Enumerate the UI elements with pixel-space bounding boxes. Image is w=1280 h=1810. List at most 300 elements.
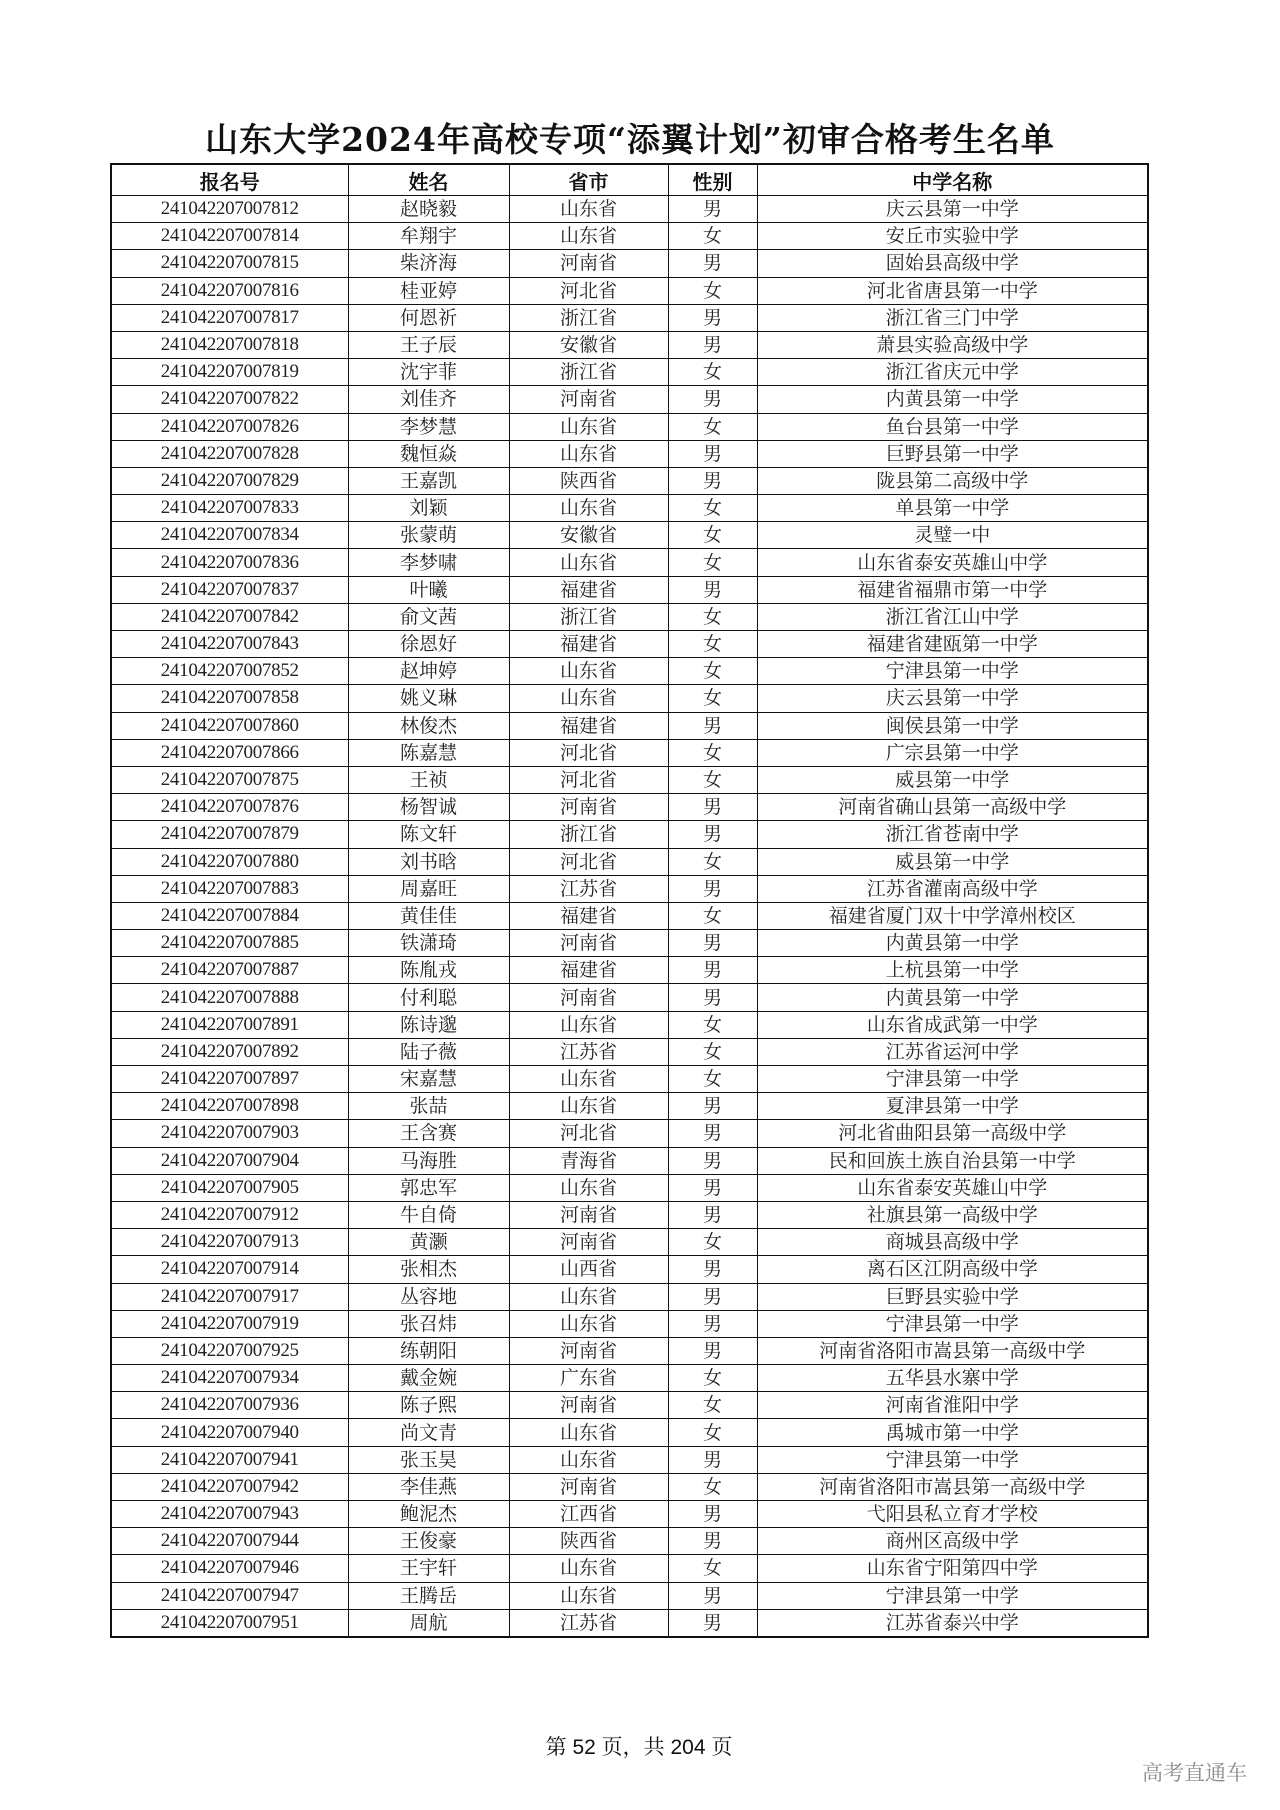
registration-id-cell: 241042207007942 bbox=[111, 1473, 348, 1500]
school-cell: 江苏省灌南高级中学 bbox=[757, 875, 1148, 902]
school-cell: 浙江省江山中学 bbox=[757, 603, 1148, 630]
school-cell: 内黄县第一中学 bbox=[757, 984, 1148, 1011]
registration-id-cell: 241042207007913 bbox=[111, 1229, 348, 1256]
name-cell: 魏恒焱 bbox=[348, 440, 509, 467]
province-cell: 河南省 bbox=[509, 794, 668, 821]
table-row bbox=[111, 1093, 1148, 1120]
registration-id-cell: 241042207007814 bbox=[111, 223, 348, 250]
province-cell: 河南省 bbox=[509, 1337, 668, 1364]
name-cell: 戴金婉 bbox=[348, 1365, 509, 1392]
table-row bbox=[111, 1147, 1148, 1174]
table-header-row bbox=[111, 164, 1148, 196]
name-cell: 尚文青 bbox=[348, 1419, 509, 1446]
name-cell: 付利聪 bbox=[348, 984, 509, 1011]
school-cell: 宁津县第一中学 bbox=[757, 1066, 1148, 1093]
school-cell: 浙江省苍南中学 bbox=[757, 821, 1148, 848]
gender-cell: 女 bbox=[668, 766, 757, 793]
school-cell: 宁津县第一中学 bbox=[757, 658, 1148, 685]
registration-id-cell: 241042207007888 bbox=[111, 984, 348, 1011]
name-cell: 郭忠军 bbox=[348, 1174, 509, 1201]
table-row bbox=[111, 277, 1148, 304]
gender-cell: 女 bbox=[668, 902, 757, 929]
name-cell: 徐恩好 bbox=[348, 631, 509, 658]
gender-cell: 男 bbox=[668, 1528, 757, 1555]
school-cell: 上杭县第一中学 bbox=[757, 957, 1148, 984]
gender-cell: 女 bbox=[668, 1419, 757, 1446]
name-cell: 王宇轩 bbox=[348, 1555, 509, 1582]
province-cell: 陕西省 bbox=[509, 1528, 668, 1555]
province-cell: 河南省 bbox=[509, 1201, 668, 1228]
province-cell: 山西省 bbox=[509, 1256, 668, 1283]
registration-id-cell: 241042207007887 bbox=[111, 957, 348, 984]
table-row bbox=[111, 495, 1148, 522]
province-cell: 山东省 bbox=[509, 1446, 668, 1473]
name-cell: 牛自倚 bbox=[348, 1201, 509, 1228]
gender-cell: 女 bbox=[668, 277, 757, 304]
gender-cell: 男 bbox=[668, 331, 757, 358]
watermark: 高考直通车 bbox=[1142, 1761, 1247, 1785]
name-cell: 陈诗邈 bbox=[348, 1011, 509, 1038]
gender-cell: 男 bbox=[668, 930, 757, 957]
province-cell: 浙江省 bbox=[509, 359, 668, 386]
table-row bbox=[111, 1609, 1148, 1637]
table-row bbox=[111, 875, 1148, 902]
table-row bbox=[111, 1038, 1148, 1065]
name-cell: 王腾岳 bbox=[348, 1582, 509, 1609]
province-cell: 山东省 bbox=[509, 1011, 668, 1038]
school-cell: 宁津县第一中学 bbox=[757, 1310, 1148, 1337]
gender-cell: 男 bbox=[668, 1256, 757, 1283]
gender-cell: 男 bbox=[668, 1147, 757, 1174]
gender-cell: 女 bbox=[668, 223, 757, 250]
registration-id-cell: 241042207007817 bbox=[111, 304, 348, 331]
table-row bbox=[111, 1446, 1148, 1473]
name-cell: 何恩祈 bbox=[348, 304, 509, 331]
school-cell: 商城县高级中学 bbox=[757, 1229, 1148, 1256]
table-row bbox=[111, 739, 1148, 766]
province-cell: 广东省 bbox=[509, 1365, 668, 1392]
name-cell: 陈嘉慧 bbox=[348, 739, 509, 766]
table-row bbox=[111, 1011, 1148, 1038]
table-row bbox=[111, 930, 1148, 957]
registration-id-cell: 241042207007903 bbox=[111, 1120, 348, 1147]
gender-cell: 女 bbox=[668, 413, 757, 440]
page-footer bbox=[0, 1731, 1280, 1761]
province-cell: 山东省 bbox=[509, 1093, 668, 1120]
province-cell: 福建省 bbox=[509, 576, 668, 603]
name-cell: 沈宇菲 bbox=[348, 359, 509, 386]
province-cell: 福建省 bbox=[509, 957, 668, 984]
table-row bbox=[111, 984, 1148, 1011]
province-cell: 山东省 bbox=[509, 658, 668, 685]
table-row bbox=[111, 1365, 1148, 1392]
registration-id-cell: 241042207007940 bbox=[111, 1419, 348, 1446]
gender-cell: 女 bbox=[668, 603, 757, 630]
gender-cell: 男 bbox=[668, 386, 757, 413]
school-cell: 禹城市第一中学 bbox=[757, 1419, 1148, 1446]
school-cell: 浙江省三门中学 bbox=[757, 304, 1148, 331]
name-cell: 张喆 bbox=[348, 1093, 509, 1120]
school-cell: 福建省厦门双十中学漳州校区 bbox=[757, 902, 1148, 929]
table-row bbox=[111, 1473, 1148, 1500]
school-cell: 宁津县第一中学 bbox=[757, 1582, 1148, 1609]
name-cell: 姚义琳 bbox=[348, 685, 509, 712]
registration-id-cell: 241042207007866 bbox=[111, 739, 348, 766]
name-cell: 铁潇琦 bbox=[348, 930, 509, 957]
province-cell: 山东省 bbox=[509, 1310, 668, 1337]
name-cell: 俞文茜 bbox=[348, 603, 509, 630]
table-row bbox=[111, 196, 1148, 223]
name-cell: 鲍泥杰 bbox=[348, 1501, 509, 1528]
registration-id-cell: 241042207007925 bbox=[111, 1337, 348, 1364]
gender-cell: 女 bbox=[668, 631, 757, 658]
name-cell: 丛容地 bbox=[348, 1283, 509, 1310]
table-row bbox=[111, 1066, 1148, 1093]
name-cell: 王嘉凯 bbox=[348, 467, 509, 494]
name-cell: 叶曦 bbox=[348, 576, 509, 603]
registration-id-cell: 241042207007834 bbox=[111, 522, 348, 549]
gender-cell: 女 bbox=[668, 1392, 757, 1419]
gender-cell: 男 bbox=[668, 1283, 757, 1310]
gender-cell: 女 bbox=[668, 495, 757, 522]
province-cell: 河北省 bbox=[509, 277, 668, 304]
registration-id-cell: 241042207007812 bbox=[111, 196, 348, 223]
name-cell: 陈文轩 bbox=[348, 821, 509, 848]
name-cell: 王祯 bbox=[348, 766, 509, 793]
registration-id-cell: 241042207007876 bbox=[111, 794, 348, 821]
province-cell: 山东省 bbox=[509, 1174, 668, 1201]
table-row bbox=[111, 658, 1148, 685]
province-cell: 江苏省 bbox=[509, 875, 668, 902]
province-cell: 河南省 bbox=[509, 250, 668, 277]
table-row bbox=[111, 250, 1148, 277]
province-cell: 河北省 bbox=[509, 739, 668, 766]
school-cell: 民和回族土族自治县第一中学 bbox=[757, 1147, 1148, 1174]
table-row bbox=[111, 902, 1148, 929]
table-body bbox=[111, 196, 1148, 1637]
registration-id-cell: 241042207007891 bbox=[111, 1011, 348, 1038]
province-cell: 浙江省 bbox=[509, 603, 668, 630]
table-row bbox=[111, 1229, 1148, 1256]
column-header-registration-id: 报名号 bbox=[111, 164, 348, 196]
registration-id-cell: 241042207007883 bbox=[111, 875, 348, 902]
registration-id-cell: 241042207007885 bbox=[111, 930, 348, 957]
school-cell: 内黄县第一中学 bbox=[757, 386, 1148, 413]
name-cell: 刘书晗 bbox=[348, 848, 509, 875]
table-row bbox=[111, 794, 1148, 821]
province-cell: 河南省 bbox=[509, 984, 668, 1011]
table-row bbox=[111, 522, 1148, 549]
registration-id-cell: 241042207007919 bbox=[111, 1310, 348, 1337]
gender-cell: 男 bbox=[668, 875, 757, 902]
table-row bbox=[111, 1174, 1148, 1201]
school-cell: 威县第一中学 bbox=[757, 848, 1148, 875]
province-cell: 陕西省 bbox=[509, 467, 668, 494]
school-cell: 宁津县第一中学 bbox=[757, 1446, 1148, 1473]
school-cell: 河南省淮阳中学 bbox=[757, 1392, 1148, 1419]
registration-id-cell: 241042207007904 bbox=[111, 1147, 348, 1174]
gender-cell: 男 bbox=[668, 1337, 757, 1364]
name-cell: 陆子薇 bbox=[348, 1038, 509, 1065]
province-cell: 河南省 bbox=[509, 1392, 668, 1419]
school-cell: 内黄县第一中学 bbox=[757, 930, 1148, 957]
name-cell: 周嘉旺 bbox=[348, 875, 509, 902]
province-cell: 山东省 bbox=[509, 1555, 668, 1582]
table-row bbox=[111, 1310, 1148, 1337]
name-cell: 王含赛 bbox=[348, 1120, 509, 1147]
school-cell: 山东省成武第一中学 bbox=[757, 1011, 1148, 1038]
registration-id-cell: 241042207007892 bbox=[111, 1038, 348, 1065]
name-cell: 张召炜 bbox=[348, 1310, 509, 1337]
school-cell: 陇县第二高级中学 bbox=[757, 467, 1148, 494]
school-cell: 山东省宁阳第四中学 bbox=[757, 1555, 1148, 1582]
gender-cell: 男 bbox=[668, 1201, 757, 1228]
registration-id-cell: 241042207007905 bbox=[111, 1174, 348, 1201]
province-cell: 江西省 bbox=[509, 1501, 668, 1528]
province-cell: 河南省 bbox=[509, 1473, 668, 1500]
table-row bbox=[111, 576, 1148, 603]
province-cell: 山东省 bbox=[509, 196, 668, 223]
school-cell: 山东省泰安英雄山中学 bbox=[757, 549, 1148, 576]
registration-id-cell: 241042207007816 bbox=[111, 277, 348, 304]
table-row bbox=[111, 603, 1148, 630]
gender-cell: 女 bbox=[668, 1229, 757, 1256]
school-cell: 固始县高级中学 bbox=[757, 250, 1148, 277]
candidate-table bbox=[110, 163, 1149, 1638]
school-cell: 社旗县第一高级中学 bbox=[757, 1201, 1148, 1228]
table-row bbox=[111, 1120, 1148, 1147]
name-cell: 赵坤婷 bbox=[348, 658, 509, 685]
name-cell: 李梦啸 bbox=[348, 549, 509, 576]
school-cell: 闽侯县第一中学 bbox=[757, 712, 1148, 739]
province-cell: 浙江省 bbox=[509, 304, 668, 331]
gender-cell: 男 bbox=[668, 1582, 757, 1609]
school-cell: 山东省泰安英雄山中学 bbox=[757, 1174, 1148, 1201]
province-cell: 安徽省 bbox=[509, 331, 668, 358]
gender-cell: 男 bbox=[668, 1093, 757, 1120]
table-row bbox=[111, 957, 1148, 984]
province-cell: 江苏省 bbox=[509, 1609, 668, 1637]
registration-id-cell: 241042207007852 bbox=[111, 658, 348, 685]
name-cell: 练朝阳 bbox=[348, 1337, 509, 1364]
registration-id-cell: 241042207007879 bbox=[111, 821, 348, 848]
gender-cell: 女 bbox=[668, 549, 757, 576]
table-row bbox=[111, 821, 1148, 848]
gender-cell: 男 bbox=[668, 576, 757, 603]
gender-cell: 男 bbox=[668, 440, 757, 467]
gender-cell: 男 bbox=[668, 1501, 757, 1528]
registration-id-cell: 241042207007837 bbox=[111, 576, 348, 603]
name-cell: 桂亚婷 bbox=[348, 277, 509, 304]
table-row bbox=[111, 413, 1148, 440]
page-indicator: 第 52 页，共 204 页 bbox=[545, 1736, 733, 1759]
gender-cell: 女 bbox=[668, 1038, 757, 1065]
province-cell: 山东省 bbox=[509, 549, 668, 576]
province-cell: 山东省 bbox=[509, 413, 668, 440]
registration-id-cell: 241042207007914 bbox=[111, 1256, 348, 1283]
document-title-text: 山东大学2024年高校专项“添翼计划”初审合格考生名单 bbox=[205, 120, 1055, 159]
name-cell: 陈子熙 bbox=[348, 1392, 509, 1419]
name-cell: 张蒙萌 bbox=[348, 522, 509, 549]
registration-id-cell: 241042207007917 bbox=[111, 1283, 348, 1310]
school-cell: 安丘市实验中学 bbox=[757, 223, 1148, 250]
name-cell: 周航 bbox=[348, 1609, 509, 1637]
column-header-name: 姓名 bbox=[348, 164, 509, 196]
province-cell: 山东省 bbox=[509, 1066, 668, 1093]
province-cell: 山东省 bbox=[509, 440, 668, 467]
school-cell: 巨野县第一中学 bbox=[757, 440, 1148, 467]
table-row bbox=[111, 1528, 1148, 1555]
table-row bbox=[111, 1501, 1148, 1528]
school-cell: 萧县实验高级中学 bbox=[757, 331, 1148, 358]
table-row bbox=[111, 1337, 1148, 1364]
gender-cell: 女 bbox=[668, 1011, 757, 1038]
table-row bbox=[111, 1419, 1148, 1446]
table-row bbox=[111, 467, 1148, 494]
column-header-gender: 性别 bbox=[668, 164, 757, 196]
gender-cell: 男 bbox=[668, 1446, 757, 1473]
table-row bbox=[111, 631, 1148, 658]
name-cell: 刘颖 bbox=[348, 495, 509, 522]
name-cell: 马海胜 bbox=[348, 1147, 509, 1174]
gender-cell: 男 bbox=[668, 1310, 757, 1337]
table-row bbox=[111, 685, 1148, 712]
table-row bbox=[111, 848, 1148, 875]
name-cell: 王子辰 bbox=[348, 331, 509, 358]
school-cell: 广宗县第一中学 bbox=[757, 739, 1148, 766]
gender-cell: 女 bbox=[668, 359, 757, 386]
school-cell: 商州区高级中学 bbox=[757, 1528, 1148, 1555]
province-cell: 福建省 bbox=[509, 712, 668, 739]
school-cell: 河南省洛阳市嵩县第一高级中学 bbox=[757, 1337, 1148, 1364]
registration-id-cell: 241042207007880 bbox=[111, 848, 348, 875]
province-cell: 福建省 bbox=[509, 902, 668, 929]
registration-id-cell: 241042207007828 bbox=[111, 440, 348, 467]
school-cell: 庆云县第一中学 bbox=[757, 685, 1148, 712]
school-cell: 庆云县第一中学 bbox=[757, 196, 1148, 223]
name-cell: 刘佳齐 bbox=[348, 386, 509, 413]
table-row bbox=[111, 766, 1148, 793]
gender-cell: 男 bbox=[668, 467, 757, 494]
name-cell: 林俊杰 bbox=[348, 712, 509, 739]
registration-id-cell: 241042207007944 bbox=[111, 1528, 348, 1555]
registration-id-cell: 241042207007947 bbox=[111, 1582, 348, 1609]
name-cell: 黄佳佳 bbox=[348, 902, 509, 929]
name-cell: 李佳燕 bbox=[348, 1473, 509, 1500]
registration-id-cell: 241042207007941 bbox=[111, 1446, 348, 1473]
table-row bbox=[111, 1582, 1148, 1609]
table-row bbox=[111, 331, 1148, 358]
school-cell: 江苏省泰兴中学 bbox=[757, 1609, 1148, 1637]
gender-cell: 女 bbox=[668, 1066, 757, 1093]
province-cell: 江苏省 bbox=[509, 1038, 668, 1065]
province-cell: 山东省 bbox=[509, 1582, 668, 1609]
province-cell: 青海省 bbox=[509, 1147, 668, 1174]
name-cell: 宋嘉慧 bbox=[348, 1066, 509, 1093]
table-row bbox=[111, 712, 1148, 739]
registration-id-cell: 241042207007819 bbox=[111, 359, 348, 386]
registration-id-cell: 241042207007836 bbox=[111, 549, 348, 576]
school-cell: 威县第一中学 bbox=[757, 766, 1148, 793]
province-cell: 河南省 bbox=[509, 386, 668, 413]
school-cell: 弋阳县私立育才学校 bbox=[757, 1501, 1148, 1528]
school-cell: 河南省洛阳市嵩县第一高级中学 bbox=[757, 1473, 1148, 1500]
table-row bbox=[111, 1392, 1148, 1419]
province-cell: 河北省 bbox=[509, 1120, 668, 1147]
table-row bbox=[111, 440, 1148, 467]
table-row bbox=[111, 304, 1148, 331]
table-row bbox=[111, 1555, 1148, 1582]
name-cell: 柴济海 bbox=[348, 250, 509, 277]
school-cell: 福建省福鼎市第一中学 bbox=[757, 576, 1148, 603]
gender-cell: 男 bbox=[668, 250, 757, 277]
province-cell: 河北省 bbox=[509, 766, 668, 793]
registration-id-cell: 241042207007833 bbox=[111, 495, 348, 522]
school-cell: 浙江省庆元中学 bbox=[757, 359, 1148, 386]
name-cell: 杨智诚 bbox=[348, 794, 509, 821]
gender-cell: 男 bbox=[668, 957, 757, 984]
table-row bbox=[111, 1256, 1148, 1283]
gender-cell: 男 bbox=[668, 1120, 757, 1147]
registration-id-cell: 241042207007818 bbox=[111, 331, 348, 358]
school-cell: 鱼台县第一中学 bbox=[757, 413, 1148, 440]
school-cell: 巨野县实验中学 bbox=[757, 1283, 1148, 1310]
name-cell: 张相杰 bbox=[348, 1256, 509, 1283]
province-cell: 山东省 bbox=[509, 685, 668, 712]
gender-cell: 女 bbox=[668, 848, 757, 875]
table-row bbox=[111, 549, 1148, 576]
gender-cell: 男 bbox=[668, 304, 757, 331]
gender-cell: 女 bbox=[668, 522, 757, 549]
school-cell: 夏津县第一中学 bbox=[757, 1093, 1148, 1120]
gender-cell: 女 bbox=[668, 1365, 757, 1392]
gender-cell: 男 bbox=[668, 984, 757, 1011]
gender-cell: 女 bbox=[668, 685, 757, 712]
school-cell: 离石区江阴高级中学 bbox=[757, 1256, 1148, 1283]
name-cell: 黄灏 bbox=[348, 1229, 509, 1256]
registration-id-cell: 241042207007875 bbox=[111, 766, 348, 793]
school-cell: 江苏省运河中学 bbox=[757, 1038, 1148, 1065]
province-cell: 河北省 bbox=[509, 848, 668, 875]
registration-id-cell: 241042207007912 bbox=[111, 1201, 348, 1228]
school-cell: 单县第一中学 bbox=[757, 495, 1148, 522]
province-cell: 山东省 bbox=[509, 1419, 668, 1446]
name-cell: 牟翔宇 bbox=[348, 223, 509, 250]
document-title bbox=[0, 118, 1280, 162]
registration-id-cell: 241042207007884 bbox=[111, 902, 348, 929]
school-cell: 灵璧一中 bbox=[757, 522, 1148, 549]
school-cell: 福建省建瓯第一中学 bbox=[757, 631, 1148, 658]
gender-cell: 男 bbox=[668, 1174, 757, 1201]
registration-id-cell: 241042207007822 bbox=[111, 386, 348, 413]
province-cell: 河南省 bbox=[509, 1229, 668, 1256]
table-row bbox=[111, 386, 1148, 413]
registration-id-cell: 241042207007897 bbox=[111, 1066, 348, 1093]
province-cell: 山东省 bbox=[509, 495, 668, 522]
gender-cell: 女 bbox=[668, 1473, 757, 1500]
school-cell: 五华县水寨中学 bbox=[757, 1365, 1148, 1392]
registration-id-cell: 241042207007842 bbox=[111, 603, 348, 630]
column-header-school: 中学名称 bbox=[757, 164, 1148, 196]
gender-cell: 女 bbox=[668, 739, 757, 766]
registration-id-cell: 241042207007826 bbox=[111, 413, 348, 440]
name-cell: 王俊豪 bbox=[348, 1528, 509, 1555]
registration-id-cell: 241042207007858 bbox=[111, 685, 348, 712]
school-cell: 河北省唐县第一中学 bbox=[757, 277, 1148, 304]
table-row bbox=[111, 359, 1148, 386]
gender-cell: 女 bbox=[668, 1555, 757, 1582]
registration-id-cell: 241042207007951 bbox=[111, 1609, 348, 1637]
